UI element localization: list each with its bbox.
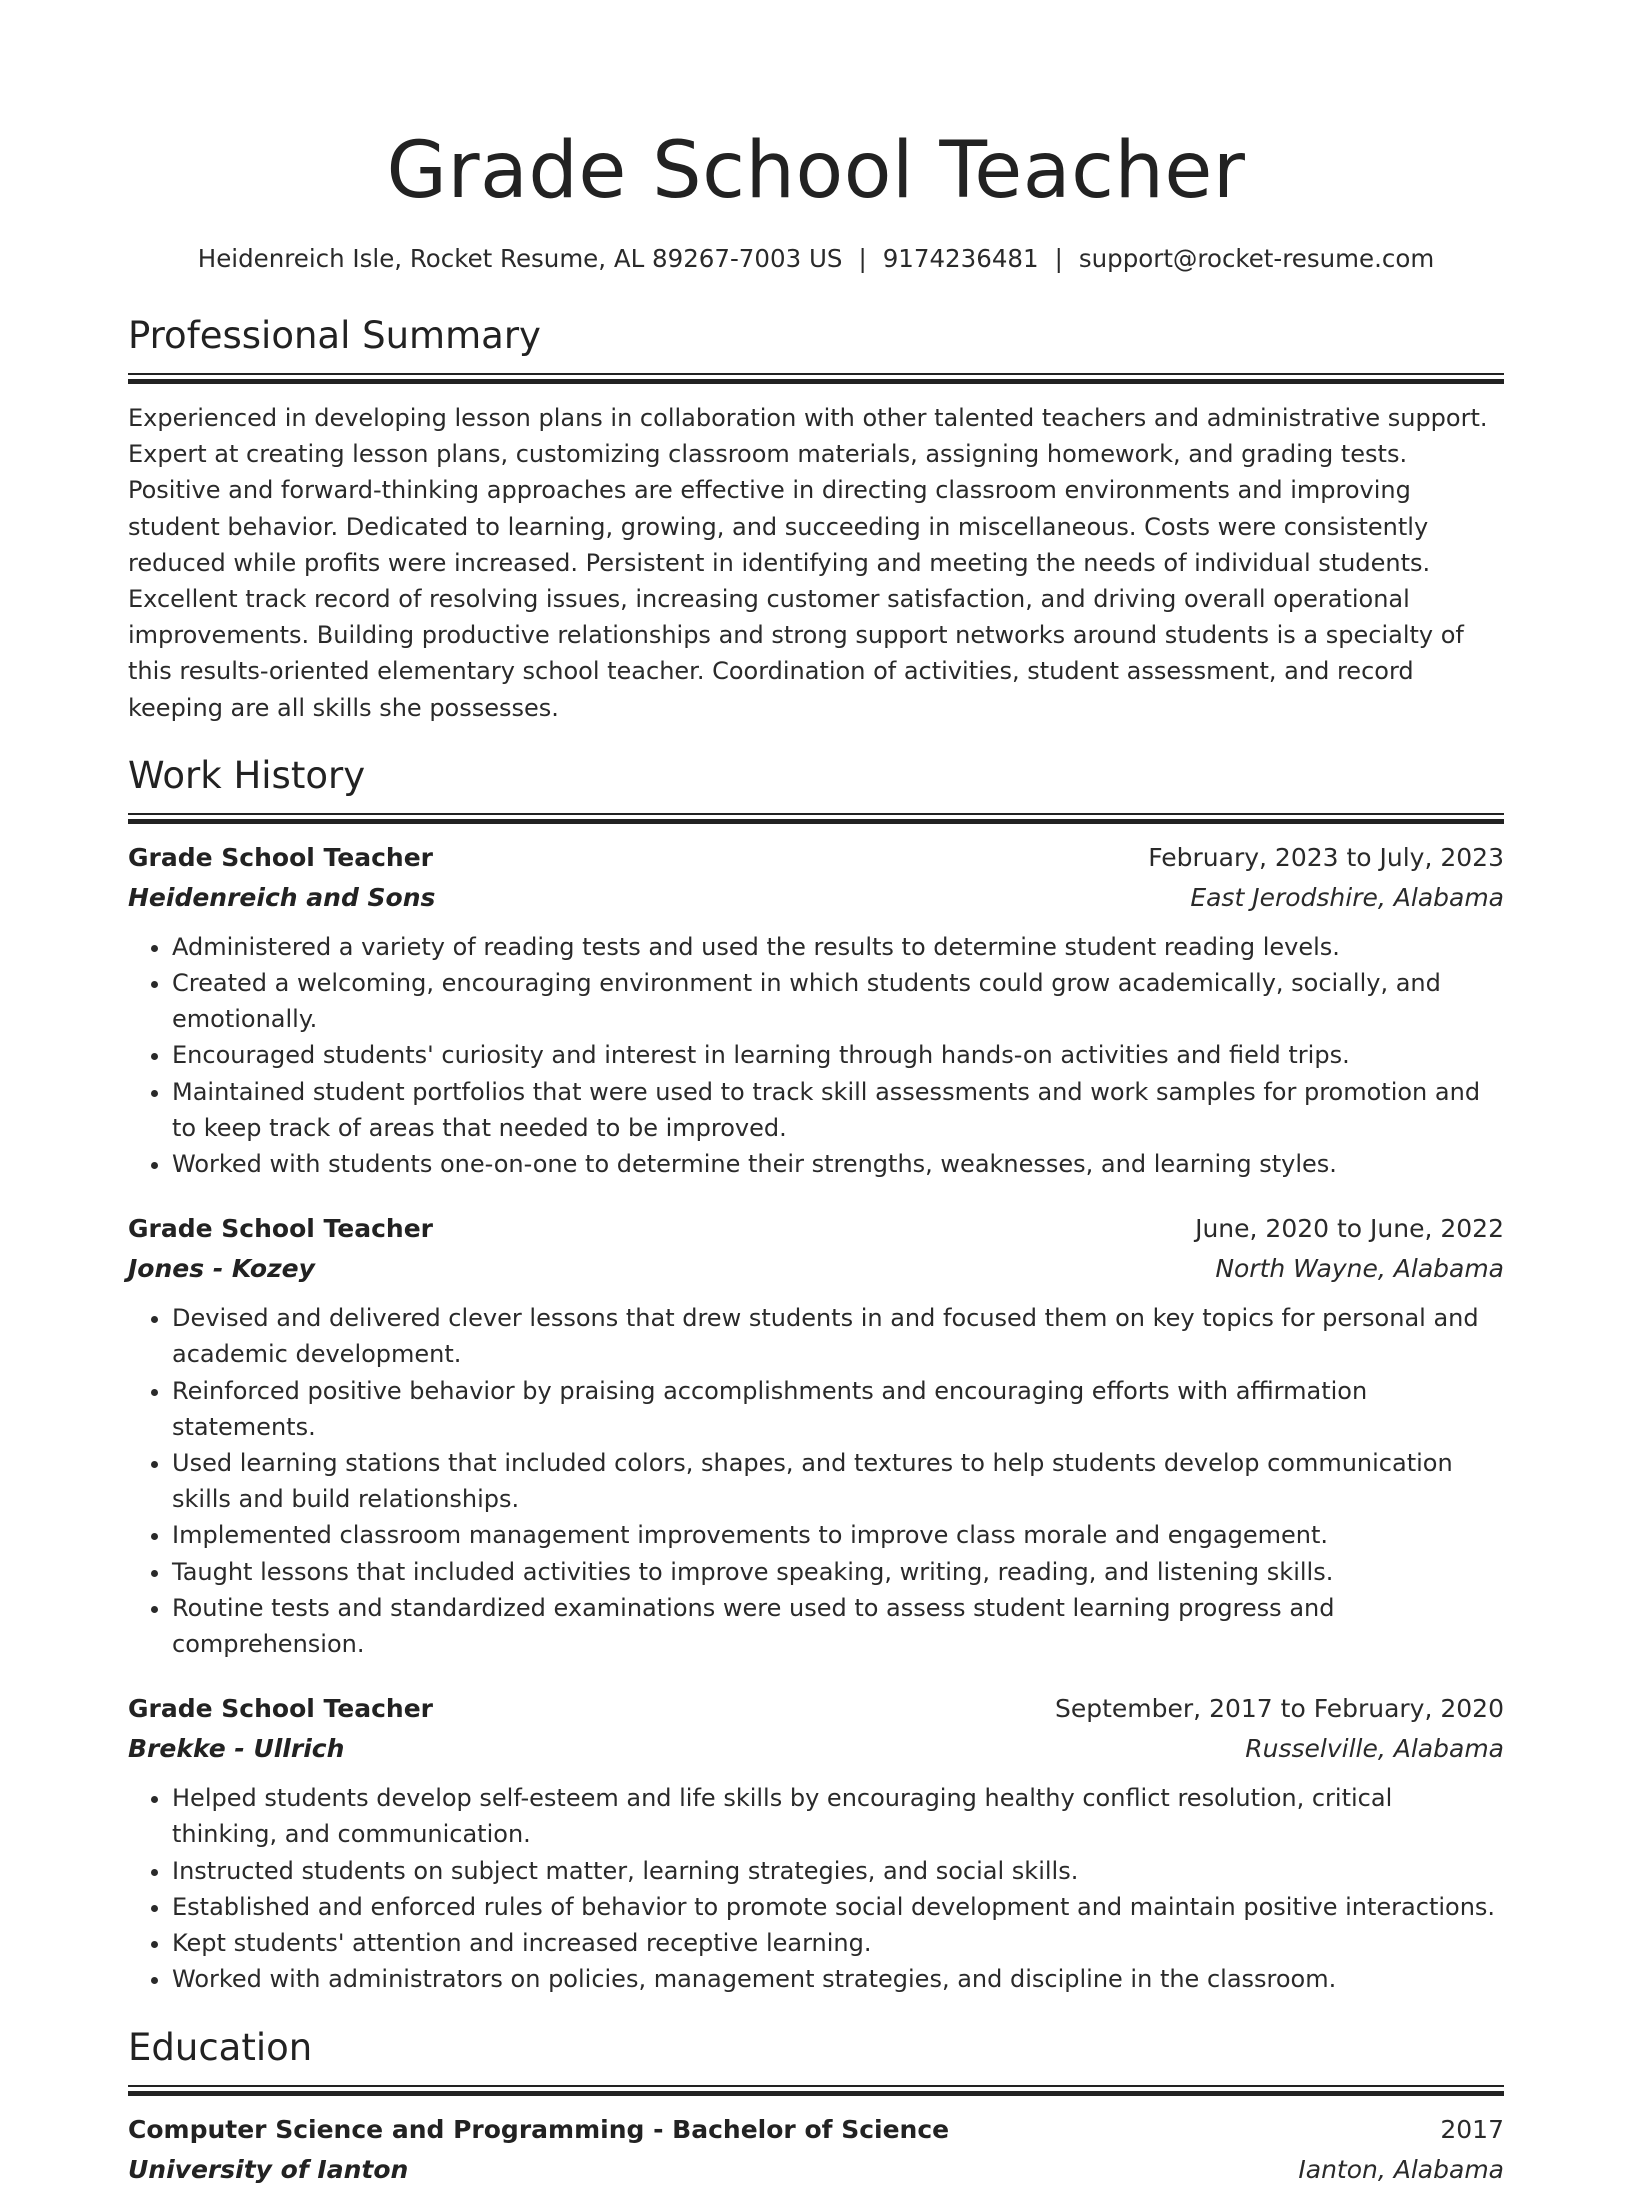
job-title: Grade School Teacher: [128, 842, 433, 872]
job-entry: [128, 1690, 1504, 1997]
summary-section: [128, 312, 1504, 726]
job-dates: June, 2020 to June, 2022: [1195, 1214, 1504, 1244]
section-divider: [128, 2085, 1504, 2095]
education-header: [128, 2111, 1504, 2149]
education-entry: [128, 2111, 1504, 2189]
work-history-section: [128, 752, 1504, 1998]
job-bullet: • Created a welcoming, encouraging environment in which students could grow academically, socially, and emotionally.: [172, 965, 1504, 1037]
job-location: East Jerodshire, Alabama: [1190, 882, 1504, 912]
job-bullet: • Encouraged students' curiosity and interest in learning through hands-on activities and field trips.: [172, 1037, 1504, 1073]
contact-separator: |: [1054, 244, 1063, 273]
education-subheader: [128, 2151, 1504, 2189]
job-location: Russelville, Alabama: [1245, 1734, 1504, 1764]
job-bullet: • Established and enforced rules of behavior to promote social development and maintain positive interactions.: [172, 1889, 1504, 1925]
job-bullet: • Worked with students one-on-one to determine their strengths, weaknesses, and learning styles.: [172, 1146, 1504, 1182]
contact-address: Heidenreich Isle, Rocket Resume, AL 89267-7003 US: [197, 244, 843, 273]
job-bullet: • Routine tests and standardized examinations were used to assess student learning progress and comprehension.: [172, 1590, 1504, 1662]
job-bullets: [128, 1300, 1504, 1662]
job-employer: Brekke - Ullrich: [128, 1734, 345, 1764]
job-bullet: • Administered a variety of reading tests and used the results to determine student reading levels.: [172, 929, 1504, 965]
section-title-summary: Professional Summary: [128, 314, 541, 357]
job-bullet: • Taught lessons that included activities to improve speaking, writing, reading, and listening skills.: [172, 1554, 1504, 1590]
job-bullet: • Maintained student portfolios that were used to track skill assessments and work samples for promotion and to keep track of areas that needed to be improved.: [172, 1074, 1504, 1146]
job-title: Grade School Teacher: [128, 1214, 433, 1244]
contact-email: support@rocket-resume.com: [1078, 244, 1435, 273]
education-degree: Computer Science and Programming - Bachelor of Science: [128, 2114, 950, 2144]
job-header: [128, 1210, 1504, 1248]
job-entry: [128, 1210, 1504, 1662]
job-employer: Heidenreich and Sons: [128, 882, 436, 912]
job-bullets: [128, 1780, 1504, 1997]
section-divider: [128, 813, 1504, 823]
job-bullet: • Kept students' attention and increased receptive learning.: [172, 1925, 1504, 1961]
job-dates: February, 2023 to July, 2023: [1148, 842, 1504, 872]
job-dates: September, 2017 to February, 2020: [1055, 1694, 1504, 1724]
resume-name: Grade School Teacher: [386, 126, 1246, 216]
job-bullet: • Helped students develop self-esteem and life skills by encouraging healthy conflict resolution, critical thinking, and communication.: [172, 1780, 1504, 1852]
job-header: [128, 839, 1504, 877]
job-title: Grade School Teacher: [128, 1694, 433, 1724]
job-location: North Wayne, Alabama: [1215, 1254, 1504, 1284]
summary-text: Experienced in developing lesson plans in collaboration with other talented teachers and administrative support. Expert at creating lesson plans, customizing classroom materials, assigning homework, and grading tests. Positive and forward-thinking approaches are effective in directing classroom environments and improving student behavior. Dedicated to learning, growing, and succeeding in miscellaneous. Costs were consistently reduced while profits were increased. Persistent in identifying and meeting the needs of individual students. Excellent track record of resolving issues, increasing customer satisfaction, and driving overall operational improvements. Building productive relationships and strong support networks around students is a specialty of this results-oriented elementary school teacher. Coordination of activities, student assessment, and record keeping are all skills she possesses.: [128, 404, 1488, 722]
job-bullet: • Devised and delivered clever lessons that drew students in and focused them on key topics for personal and academic development.: [172, 1300, 1504, 1372]
job-bullet: • Implemented classroom management improvements to improve class morale and engagement.: [172, 1517, 1504, 1553]
education-school: University of Ianton: [128, 2154, 409, 2184]
contact-phone: 9174236481: [882, 244, 1039, 273]
job-bullet: • Instructed students on subject matter, learning strategies, and social skills.: [172, 1853, 1504, 1889]
job-bullet: • Worked with administrators on policies, management strategies, and discipline in the classroom.: [172, 1961, 1504, 1997]
section-title-education: Education: [128, 2025, 313, 2069]
contact-separator: |: [858, 244, 867, 273]
education-year: 2017: [1440, 2114, 1504, 2144]
job-employer: Jones - Kozey: [128, 1254, 315, 1284]
job-bullet: • Reinforced positive behavior by praising accomplishments and encouraging efforts with affirmation statements.: [172, 1373, 1504, 1445]
job-entry: [128, 839, 1504, 1182]
job-header: [128, 1690, 1504, 1728]
education-location: Ianton, Alabama: [1298, 2154, 1504, 2184]
contact-line: [128, 242, 1504, 276]
job-subheader: [128, 879, 1504, 917]
job-bullet: • Used learning stations that included colors, shapes, and textures to help students develop communication skills and build relationships.: [172, 1445, 1504, 1517]
section-divider: [128, 373, 1504, 383]
section-title-work: Work History: [128, 753, 366, 797]
job-bullets: [128, 929, 1504, 1182]
education-section: [128, 2024, 1504, 2189]
job-subheader: [128, 1730, 1504, 1768]
job-subheader: [128, 1250, 1504, 1288]
